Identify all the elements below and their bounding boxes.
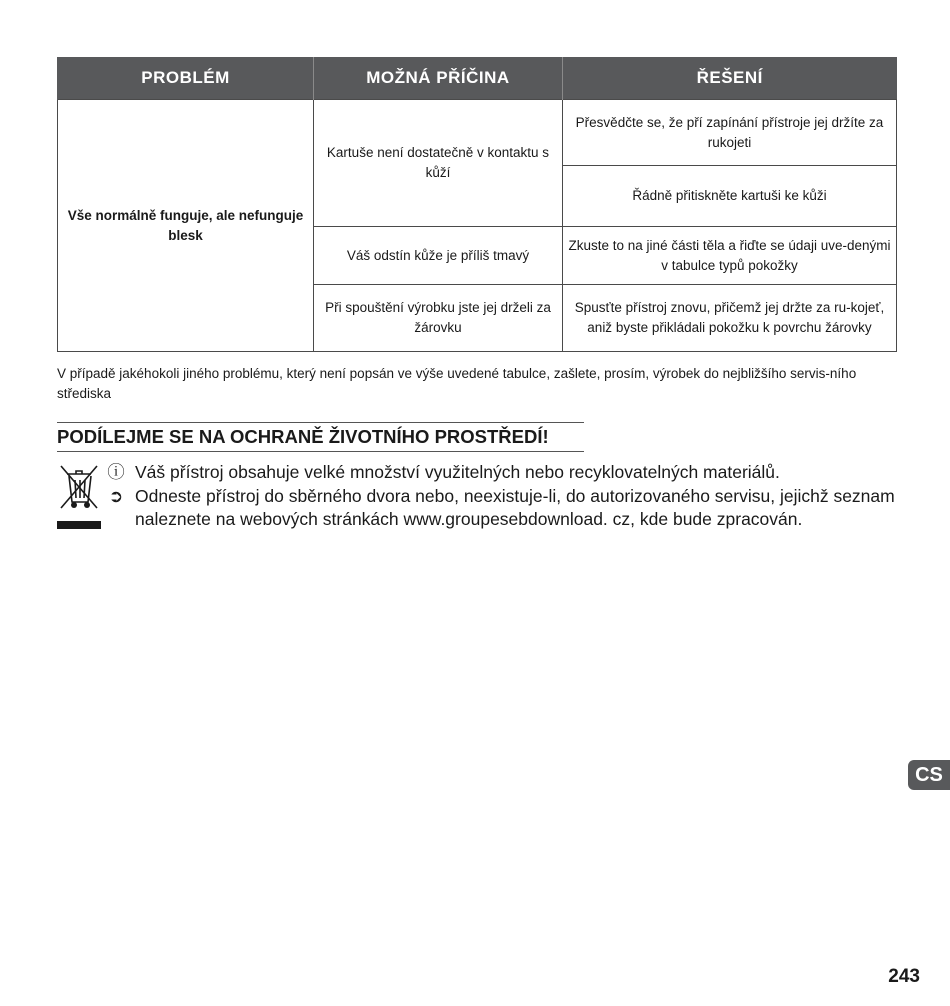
- list-item-text: Odneste přístroj do sběrného dvora nebo, neexistuje-li, do autorizovaného servisu, jejichž seznam naleznete na webových stránkách www.groupesebdownload. cz, kde bude zpracován.: [135, 485, 895, 529]
- cause-cell: Při spouštění výrobku jste jej drželi za žárovku: [314, 285, 563, 352]
- list-item: [106, 461, 906, 485]
- solution-cell: Přesvědčte se, že pří zapínání přístroje jej držíte za rukojeti: [563, 100, 897, 166]
- table-header-row: [58, 57, 897, 100]
- environment-list: [106, 461, 906, 532]
- page-number: 243: [888, 966, 920, 987]
- problem-cell: Vše normálně funguje, ale nefunguje blesk: [58, 100, 314, 352]
- header-problem: PROBLÉM: [58, 57, 314, 100]
- solution-cell: Spusťte přístroj znovu, přičemž jej držte za ru-kojeť, aniž byste přikládali pokožku k povrchu žárovky: [563, 285, 897, 352]
- crossed-out-wheelie-bin-icon: [57, 462, 101, 530]
- solution-cell: Řádně přitiskněte kartuši ke kůži: [563, 166, 897, 227]
- info-icon: ⓘ: [107, 462, 125, 482]
- solution-cell: Zkuste to na jiné části těla a řiďte se údaji uve-denými v tabulce typů pokožky: [563, 227, 897, 285]
- header-solution: ŘEŠENÍ: [563, 57, 897, 100]
- troubleshooting-table: [57, 57, 897, 352]
- arrow-right-icon: ➲: [108, 485, 124, 506]
- list-item-text: Váš přístroj obsahuje velké množství využitelných nebo recyklovatelných materiálů.: [135, 462, 780, 482]
- environment-section-title: PODÍLEJME SE NA OCHRANĚ ŽIVOTNÍHO PROSTŘEDÍ!: [57, 422, 584, 452]
- other-problem-note: V případě jakéhokoli jiného problému, který není popsán ve výše uvedené tabulce, zašlete, prosím, výrobek do nejbližšího servis-ního střediska: [57, 366, 857, 401]
- cause-cell: Váš odstín kůže je příliš tmavý: [314, 227, 563, 285]
- cause-cell: Kartuše není dostatečně v kontaktu s kůží: [314, 100, 563, 227]
- table-row: [58, 100, 897, 166]
- header-cause: MOŽNÁ PŘÍČINA: [314, 57, 563, 100]
- language-tab: CS: [908, 760, 950, 790]
- list-item: [106, 485, 906, 532]
